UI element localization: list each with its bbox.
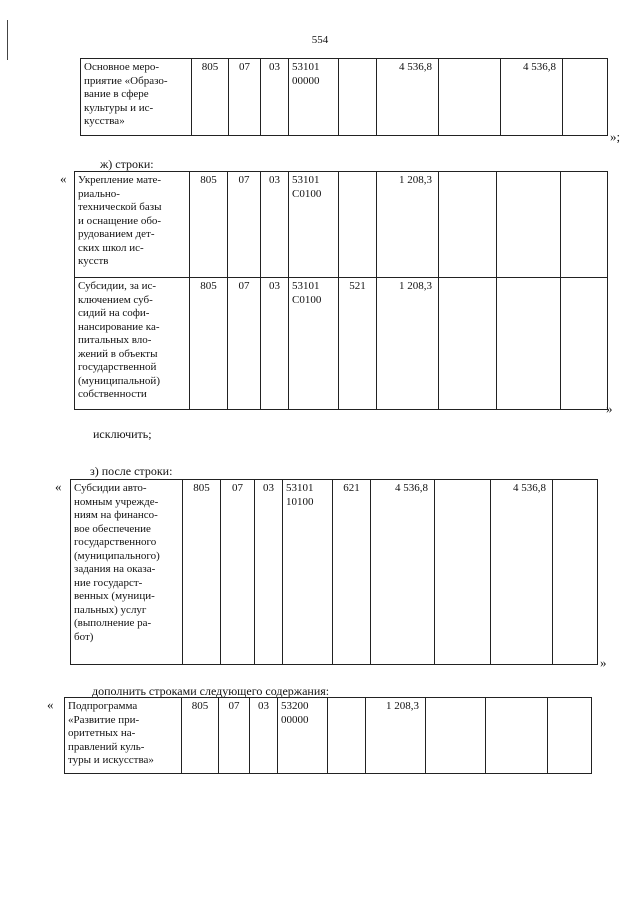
- close-quote-3: »: [600, 655, 607, 670]
- col-rz: 07: [227, 278, 260, 409]
- col-csr: 53101 00000: [288, 59, 338, 135]
- col-vr: [338, 59, 376, 135]
- col-rz: 07: [220, 480, 254, 664]
- col-pr: 03: [254, 480, 282, 664]
- col-ved: 805: [191, 59, 228, 135]
- col-csr: 53101 10100: [282, 480, 332, 664]
- col-pr: 03: [260, 172, 288, 277]
- budget-table-3: [70, 479, 598, 665]
- col-amount-2: [438, 172, 496, 277]
- col-ved: 805: [189, 172, 227, 277]
- col-amount-4: [562, 59, 607, 135]
- table-row: [71, 480, 597, 664]
- row-name: Субсидии авто- номным учрежде- ниям на финансо- вое обеспечение государственного (муниципального) задания на оказа- ние государст- венных (муници- пальных) услуг (выполнение ра- бот): [74, 482, 160, 643]
- row-name: Основное меро- приятие «Образо- вание в сфере культуры и ис- кусства»: [84, 61, 168, 127]
- exclude-text: исключить;: [93, 427, 152, 441]
- table-row: [65, 698, 591, 773]
- col-csr: 53200 00000: [277, 698, 327, 773]
- col-amount-1: 1 208,3: [376, 278, 438, 409]
- col-pr: 03: [260, 278, 288, 409]
- col-amount-2: [438, 278, 496, 409]
- open-quote-4: «: [47, 697, 54, 712]
- col-amount-2: [425, 698, 485, 773]
- close-quote-2: »: [606, 401, 613, 416]
- budget-table-2: [74, 171, 608, 410]
- col-vr: [338, 172, 376, 277]
- table-row: [75, 172, 607, 277]
- col-amount-3: 4 536,8: [500, 59, 562, 135]
- col-rz: 07: [218, 698, 249, 773]
- col-amount-4: [560, 172, 607, 277]
- table-row: [81, 59, 607, 135]
- col-amount-2: [438, 59, 500, 135]
- col-amount-4: [547, 698, 591, 773]
- col-ved: 805: [189, 278, 227, 409]
- col-amount-3: [496, 172, 560, 277]
- close-quote-1: »;: [610, 129, 621, 144]
- budget-table-1: [80, 58, 608, 136]
- row-name: Укрепление мате- риально- технической базы и оснащение обо- рудованием дет- ских школ ис- кусств: [78, 174, 162, 267]
- row-name: Субсидии, за ис- ключением суб- сидий на софи- нансирование ка- питальных вло- жений в объекты государственной (муниципальной) собственности: [78, 280, 160, 400]
- col-amount-1: 1 208,3: [376, 172, 438, 277]
- budget-table-4: [64, 697, 592, 774]
- col-amount-1: 4 536,8: [376, 59, 438, 135]
- col-vr: 621: [332, 480, 370, 664]
- caption-zh: ж) строки:: [100, 157, 154, 171]
- col-csr: 53101 С0100: [288, 278, 338, 409]
- table-row: [75, 277, 607, 409]
- col-ved: 805: [182, 480, 220, 664]
- col-vr: [327, 698, 365, 773]
- col-ved: 805: [181, 698, 218, 773]
- col-pr: 03: [260, 59, 288, 135]
- col-amount-1: 1 208,3: [365, 698, 425, 773]
- col-amount-1: 4 536,8: [370, 480, 434, 664]
- caption-z: з) после строки:: [90, 464, 173, 478]
- col-pr: 03: [249, 698, 277, 773]
- col-rz: 07: [227, 172, 260, 277]
- caption-add: дополнить строками следующего содержания:: [92, 684, 330, 698]
- col-amount-3: 4 536,8: [490, 480, 552, 664]
- col-amount-3: [496, 278, 560, 409]
- open-quote-3: «: [55, 479, 62, 494]
- page-number: 554: [311, 34, 329, 46]
- open-quote-2: «: [60, 171, 67, 186]
- col-amount-3: [485, 698, 547, 773]
- col-csr: 53101 С0100: [288, 172, 338, 277]
- col-amount-2: [434, 480, 490, 664]
- col-vr: 521: [338, 278, 376, 409]
- col-amount-4: [560, 278, 607, 409]
- col-rz: 07: [228, 59, 260, 135]
- col-amount-4: [552, 480, 597, 664]
- row-name: Подпрограмма «Развитие при- оритетных на- правлений куль- туры и искусства»: [68, 700, 154, 766]
